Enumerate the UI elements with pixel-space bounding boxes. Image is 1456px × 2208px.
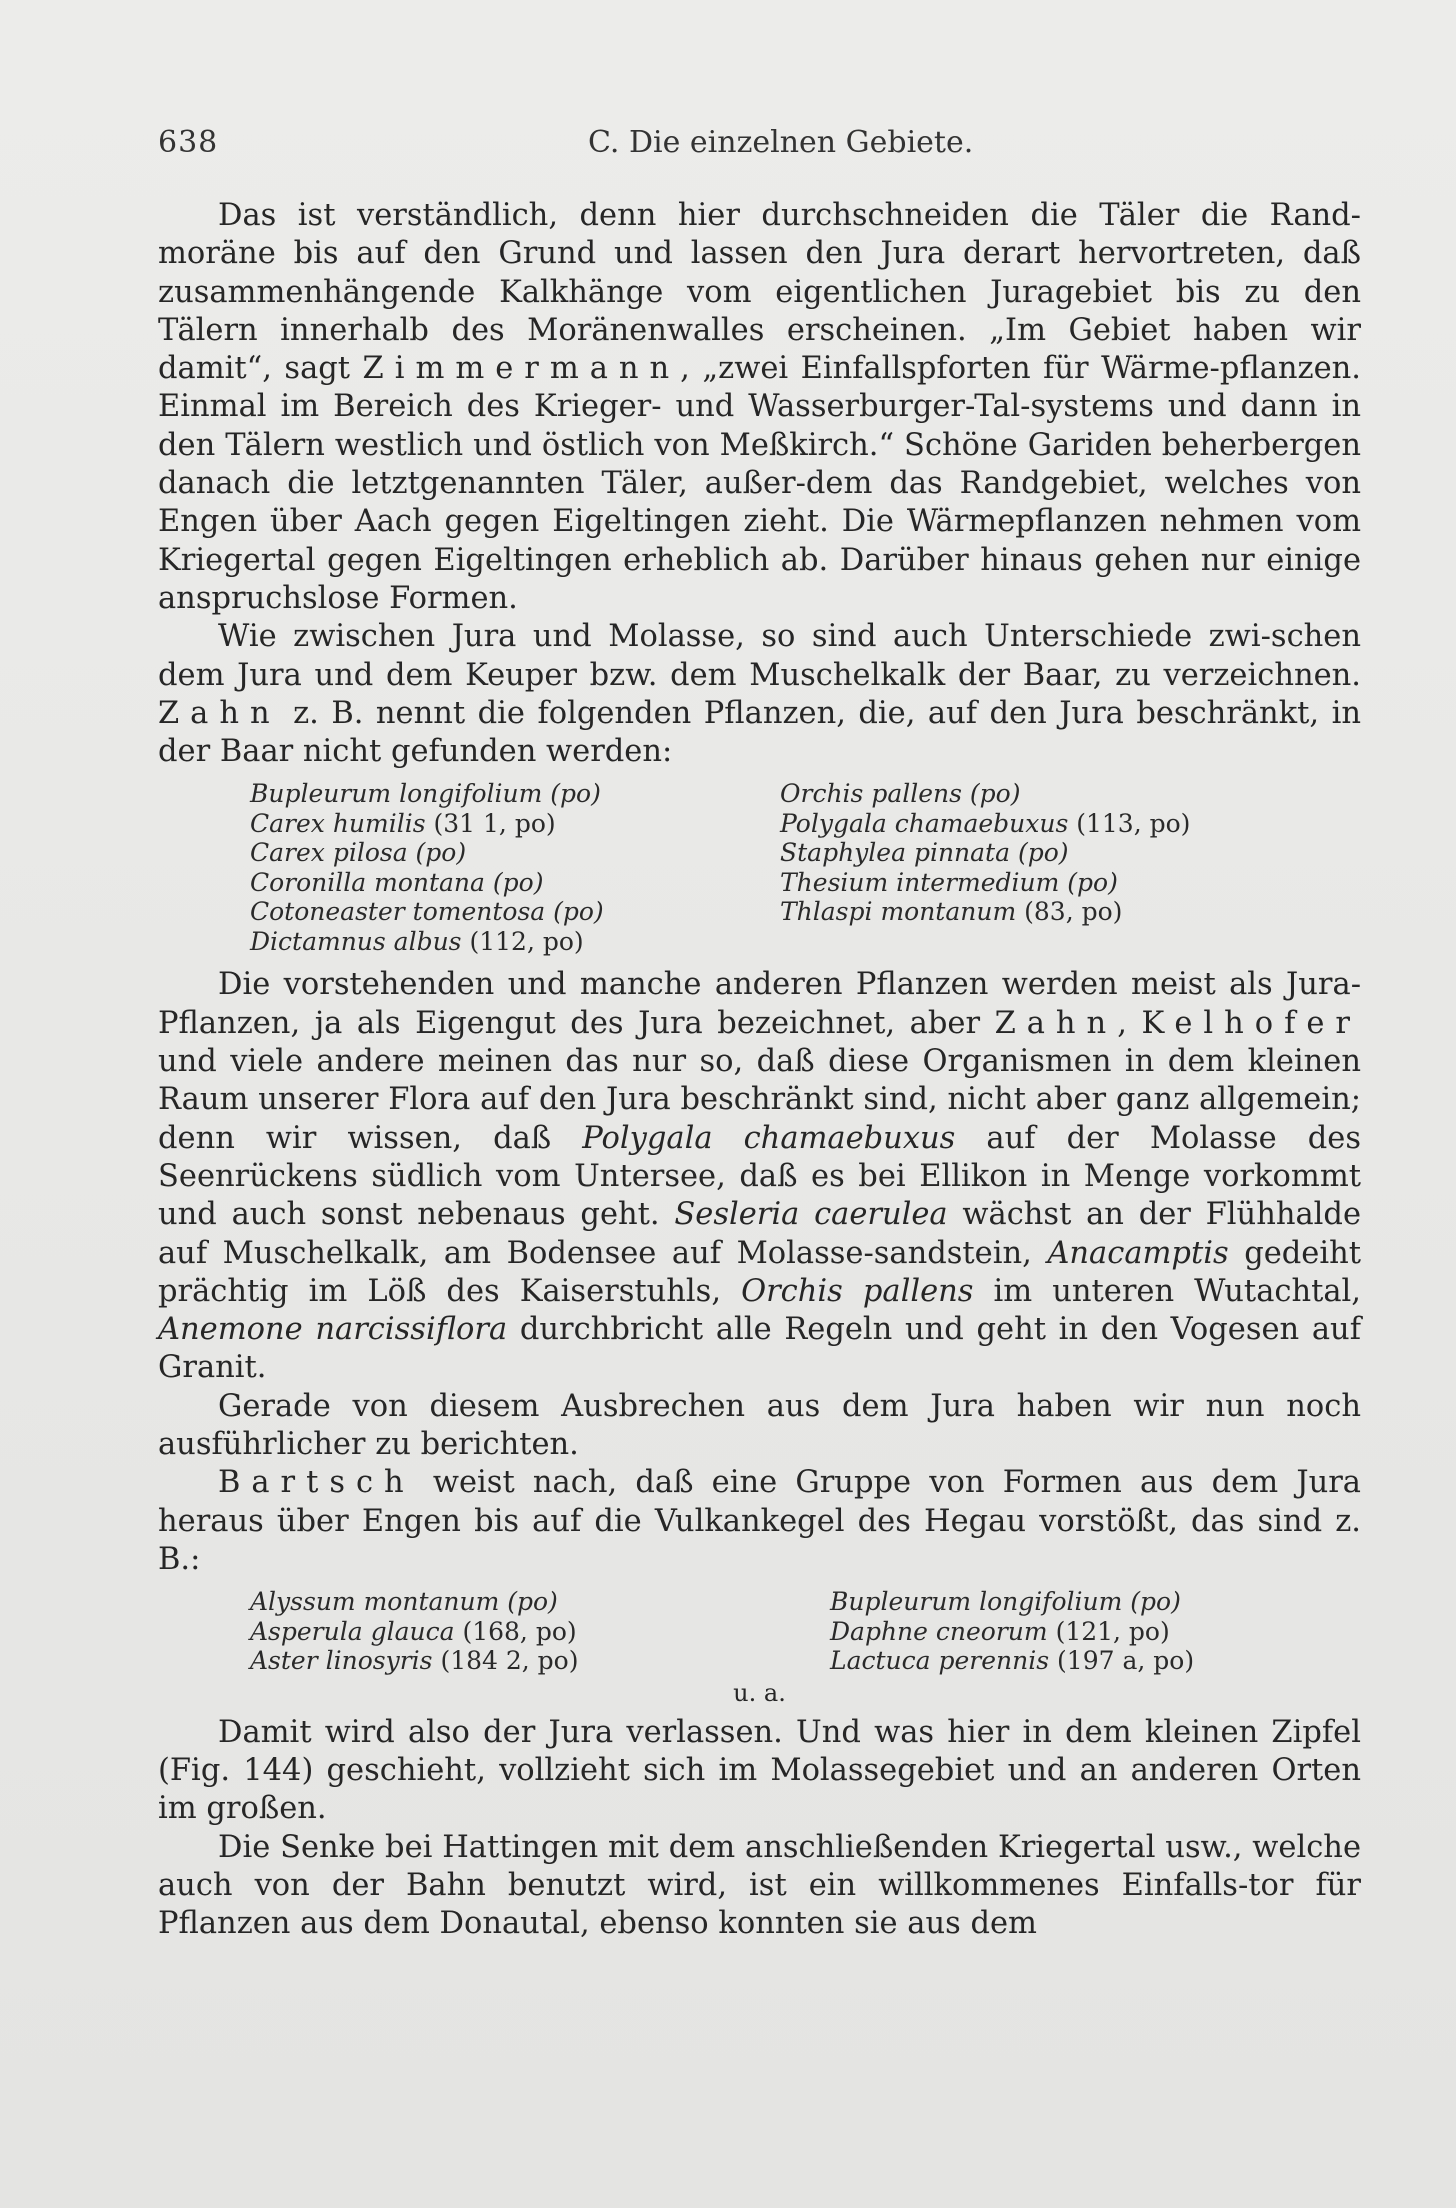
plant-list-column-left	[250, 1587, 830, 1676]
author-name-bartsch: Bartsch	[218, 1465, 415, 1501]
list-continuation-note: u. a.	[733, 1678, 786, 1707]
list-item: Thesium intermedium (po)	[780, 867, 1118, 897]
species-name: Polygala chamaebuxus	[582, 1120, 956, 1156]
list-item: Thlaspi montanum (83, po)	[780, 897, 1123, 927]
list-item: Dictamnus albus (112, po)	[250, 926, 584, 956]
list-item: Bupleurum longifolium (po)	[830, 1587, 1181, 1617]
author-name-zimmermann: Zimmermann	[362, 351, 681, 387]
paragraph-7: Die Senke bei Hattingen mit dem anschließenden Kriegertal usw., welche auch von der Bahn benutzt wird, ist ein willkommenes Einfalls-tor für Pflanzen aus dem Donautal, ebenso konnten sie aus dem	[158, 1829, 1361, 1942]
paragraph-5: Bartsch weist nach, daß eine Gruppe von Formen aus dem Jura heraus über Engen bis auf die Vulkankegel des Hegau vorstößt, das sind z. B.:	[158, 1465, 1361, 1577]
plant-list-hegau	[250, 1587, 1361, 1676]
author-name-zahn: Zahn	[158, 695, 281, 731]
list-item: Alyssum montanum (po)	[250, 1587, 558, 1617]
list-item: Asperula glauca (168, po)	[250, 1616, 577, 1646]
paragraph-1-text-b: , „zwei Einfallspforten für Wärme-pflanzen. Einmal im Bereich des Krieger- und Wasserburger-Tal-systems und dann in den Tälern westlich und östlich von Meßkirch.“ Schöne Gariden beherbergen danach die letztgenannten Täler, außer-dem das Randgebiet, welches von Engen über Aach gegen Eigeltingen zieht. Die Wärmepflanzen nehmen vom Kriegertal gegen Eigeltingen erheblich ab. Darüber hinaus gehen nur einige anspruchslose Formen.	[158, 351, 1361, 616]
page-number: 638	[158, 125, 219, 160]
plant-list-column-left	[250, 779, 780, 956]
paragraph-1	[158, 197, 1361, 618]
species-name: Sesleria caerulea	[674, 1197, 948, 1233]
plant-list-column-right	[830, 1587, 1390, 1676]
list-item: Polygala chamaebuxus (113, po)	[780, 808, 1191, 838]
page-header	[158, 118, 1358, 168]
list-item: Carex humilis (31 1, po)	[250, 808, 556, 838]
list-item: Cotoneaster tomentosa (po)	[250, 897, 604, 927]
paragraph-4: Gerade von diesem Ausbrechen aus dem Jura haben wir nun noch ausführlicher zu berichten.	[158, 1388, 1361, 1463]
list-item: Daphne cneorum (121, po)	[830, 1616, 1170, 1646]
list-item: Coronilla montana (po)	[250, 867, 544, 897]
author-name-kelhofer: Kelhofer	[1141, 1005, 1361, 1041]
list-item: Bupleurum longifolium (po)	[250, 779, 601, 809]
paragraph-2-text-b: z. B. nennt die folgenden Pflanzen, die, auf den Jura beschränkt, in der Baar nicht gefunden werden:	[158, 695, 1361, 770]
list-item: Lactuca perennis (197 a, po)	[830, 1646, 1195, 1676]
running-head: C. Die einzelnen Gebiete.	[588, 125, 974, 160]
plant-list-column-right	[780, 779, 1340, 956]
list-item: Carex pilosa (po)	[250, 838, 467, 868]
paragraph-1-text-a: Das ist verständlich, denn hier durchschneiden die Täler die Rand-moräne bis auf den Grund und lassen den Jura derart hervortreten, daß zusammenhängende Kalkhänge vom eigentlichen Juragebiet bis zu den Tälern innerhalb des Moränenwalles erscheinen. „Im Gebiet haben wir damit“, sagt	[158, 198, 1361, 387]
species-name: Orchis pallens	[741, 1273, 974, 1309]
paragraph-3: Die vorstehenden und manche anderen Pflanzen werden meist als Jura-Pflanzen, ja als Eigengut des Jura bezeichnet, aber Zahn, Kelhofer und viele andere meinen das nur so, daß diese Organismen in dem kleinen Raum unserer Flora auf den Jura beschränkt sind, nicht aber ganz allgemein; denn wir wissen, daß Polygala chamaebuxus auf der Molasse des Seenrückens südlich vom Untersee, daß es bei Ellikon in Menge vorkommt und auch sonst nebenaus geht. Sesleria caerulea wächst an der Flühhalde auf Muschelkalk, am Bodensee auf Molasse-sandstein, Anacamptis gedeiht prächtig im Löß des Kaiserstuhls, Orchis pallens im unteren Wutachtal, Anemone narcissiflora durchbricht alle Regeln und geht in den Vogesen auf Granit.	[158, 967, 1362, 1386]
species-name: Anemone narcissiflora	[158, 1312, 508, 1348]
paragraph-2-text-a: Wie zwischen Jura und Molasse, so sind auch Unterschiede zwi-schen dem Jura und dem Keuper bzw. dem Muschelkalk der Baar, zu verzeichnen.	[158, 619, 1361, 693]
list-item: Aster linosyris (184 2, po)	[250, 1646, 579, 1676]
page-body	[158, 197, 1361, 1943]
list-item: Orchis pallens (po)	[780, 779, 1021, 809]
paragraph-2	[158, 618, 1361, 771]
plant-list-jura	[250, 779, 1361, 956]
list-item: Staphylea pinnata (po)	[780, 838, 1069, 868]
paragraph-6: Damit wird also der Jura verlassen. Und was hier in dem kleinen Zipfel (Fig. 144) geschieht, vollzieht sich im Molassegebiet und an anderen Orten im großen.	[158, 1714, 1361, 1827]
species-name: Anacamptis	[1047, 1235, 1229, 1271]
author-name-zahn: Zahn	[994, 1005, 1118, 1041]
